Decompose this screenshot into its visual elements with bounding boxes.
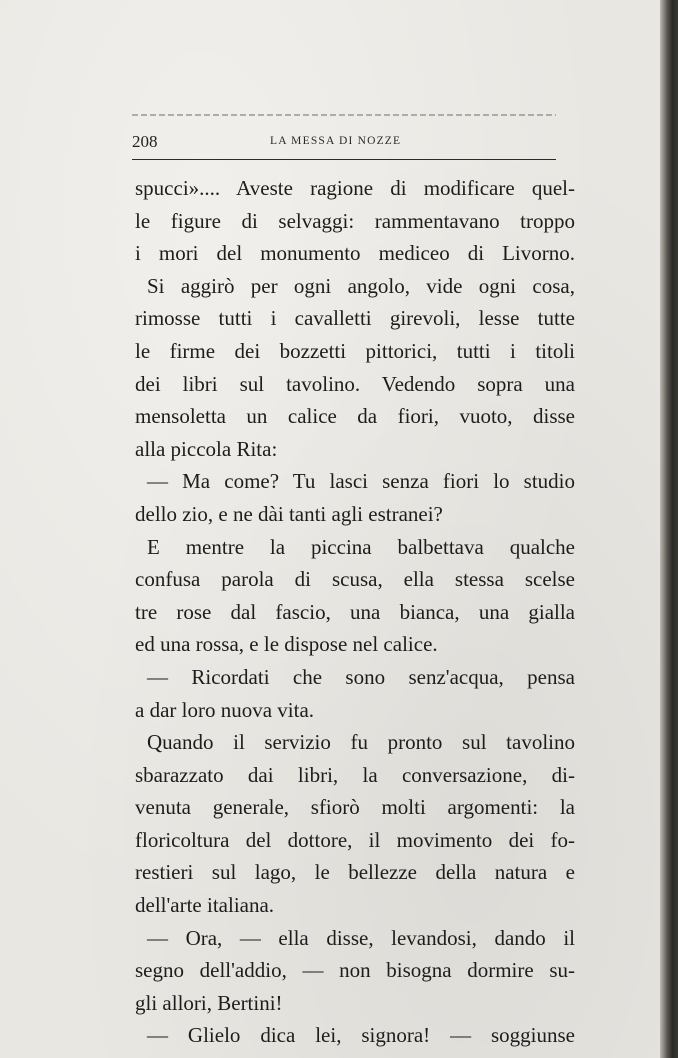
page-header <box>132 132 556 158</box>
text-line: confusa parola di scusa, ella stessa scelse <box>135 567 575 592</box>
top-decorative-rule <box>132 114 556 116</box>
text-line: — Ma come? Tu lasci senza fiori lo studio <box>147 469 575 494</box>
text-line: alla piccola Rita: <box>135 436 278 461</box>
text-line: E mentre la piccina balbettava qualche <box>147 534 575 559</box>
book-binding-edge <box>660 0 678 1058</box>
text-line: spucci».... Aveste ragione di modificare quel- <box>135 176 575 200</box>
text-line: — Ora, — ella disse, levandosi, dando il <box>147 925 575 950</box>
text-line: floricoltura del dottore, il movimento dei fo- <box>135 827 575 852</box>
body-text <box>135 172 575 1052</box>
text-line: dello zio, e ne dài tanti agli estranei? <box>135 501 443 526</box>
text-line: dell'arte italiana. <box>135 893 275 918</box>
text-line: — Glielo dica lei, signora! — soggiunse <box>147 1023 575 1048</box>
text-line: sbarazzato dai libri, la conversazione, di- <box>135 762 575 787</box>
header-rule <box>132 159 556 160</box>
text-line: segno dell'addio, — non bisogna dormire su- <box>135 958 575 983</box>
text-line: tre rose dal fascio, una bianca, una gialla <box>135 599 575 624</box>
text-line: restieri sul lago, le bellezze della natura e <box>135 860 575 885</box>
text-line: i mori del monumento mediceo di Livorno. <box>135 241 575 266</box>
text-line: venuta generale, sfiorò molti argomenti: la <box>135 795 575 820</box>
text-line: le firme dei bozzetti pittorici, tutti i titoli <box>135 338 575 363</box>
text-line: gli allori, Bertini! <box>135 990 283 1015</box>
text-line: ed una rossa, e le dispose nel calice. <box>135 632 438 657</box>
text-line: rimosse tutti i cavalletti girevoli, lesse tutte <box>135 306 575 331</box>
text-line: dei libri sul tavolino. Vedendo sopra una <box>135 371 575 396</box>
text-line: a dar loro nuova vita. <box>135 697 315 722</box>
text-line: le figure di selvaggi: rammentavano troppo <box>135 208 575 233</box>
page-number: 208 <box>132 132 158 151</box>
text-line: mensoletta un calice da fiori, vuoto, disse <box>135 404 575 429</box>
text-line: — Ricordati che sono senz'acqua, pensa <box>147 664 575 689</box>
running-head: LA MESSA DI NOZZE <box>270 135 402 147</box>
text-line: Quando il servizio fu pronto sul tavolino <box>147 730 575 755</box>
text-line: Si aggirò per ogni angolo, vide ogni cosa, <box>147 273 575 298</box>
